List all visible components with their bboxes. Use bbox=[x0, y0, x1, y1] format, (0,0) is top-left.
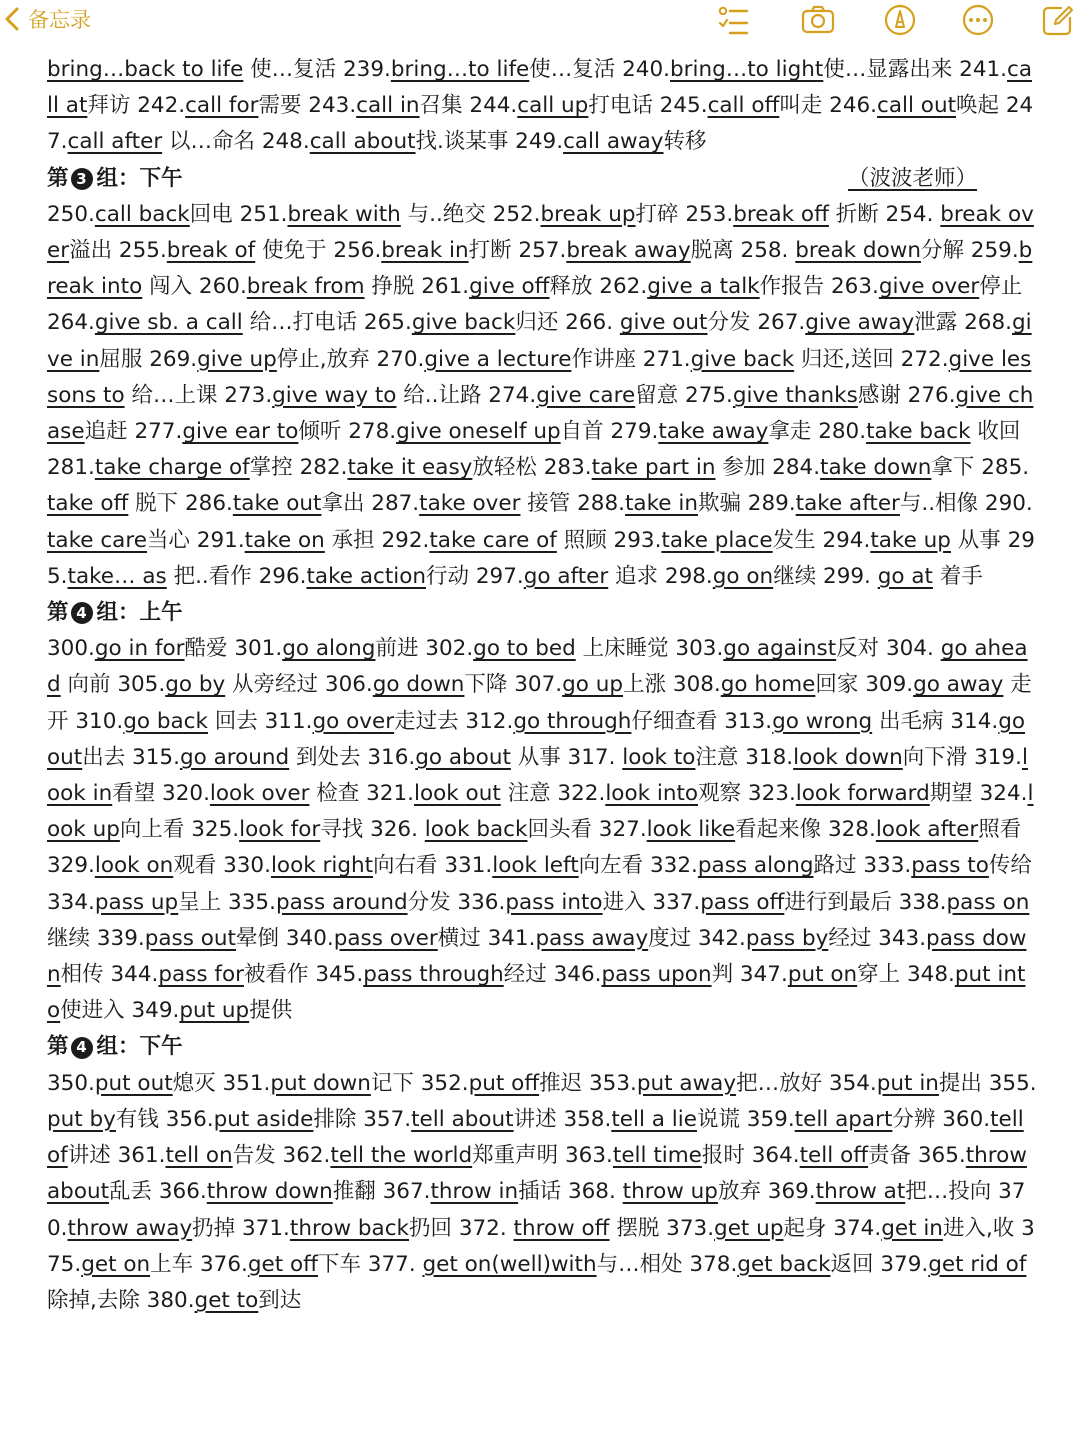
phrase-text: look into bbox=[605, 781, 699, 807]
phrase-text: give a lecture bbox=[424, 346, 572, 372]
phrase-text: pass by bbox=[745, 925, 829, 951]
phrase-text: take in bbox=[625, 491, 698, 517]
note-body[interactable] bbox=[47, 52, 1037, 1319]
phrase-text: give away bbox=[805, 310, 915, 336]
phrase-text: call about bbox=[309, 129, 416, 155]
camera-icon bbox=[801, 3, 835, 37]
phrase-text: look like bbox=[646, 817, 736, 843]
phrase-text: throw down bbox=[206, 1179, 333, 1205]
phrase-text: look left bbox=[492, 853, 579, 879]
phrase-text: call away bbox=[563, 129, 664, 155]
phrase-text: take care of bbox=[429, 527, 557, 553]
phrase-text: look back bbox=[424, 817, 528, 843]
phrase-text: break away bbox=[566, 238, 691, 264]
phrase-text: break into bbox=[47, 238, 1033, 300]
phrase-text: bring…to life bbox=[390, 57, 530, 82]
more-button[interactable] bbox=[960, 2, 996, 38]
phrase-text: go out bbox=[47, 708, 1026, 770]
phrase-text: give chase bbox=[47, 382, 1034, 445]
phrase-text: get to bbox=[194, 1287, 259, 1313]
phrase-text: bring…back to life bbox=[47, 57, 244, 82]
phrase-text: go in for bbox=[94, 636, 185, 662]
phrase-text: go by bbox=[165, 672, 226, 698]
phrase-text: look out bbox=[413, 781, 501, 807]
phrase-text: call at bbox=[47, 57, 1033, 119]
phrase-text: look over bbox=[209, 781, 310, 807]
phrase-text: take out bbox=[232, 491, 322, 517]
phrase-text: break off bbox=[733, 201, 829, 227]
phrase-text: put in bbox=[876, 1070, 939, 1096]
phrase-text: go about bbox=[415, 744, 511, 770]
phrase-text: take action bbox=[306, 563, 426, 589]
phrase-text: pass off bbox=[700, 889, 785, 915]
note-paragraph-4: 350.put out熄灭 351.put down记下 352.put off推迟 353.put away把…放好 354.put in提出 355.put by有钱 356.put aside排除 357.tell about讲述 358.tell a lie说谎 359.tell apart分辨 360.tell of讲述 361.tell on告发 362.tell the world郑重声明 363.tell time报时 364.tell off责备 365.throw about乱丢 366.throw down推翻 367.throw in插话 368. throw up放弃 369.throw at把…投向 370.throw away扔掉 371.throw back扔回 372. throw off 摆脱 373.get up起身 374.get in进入,收 375.get on上车 376.get off下车 377. get on(well)with与…相处 378.get back返回 379.get rid of除掉,去除 380.get to到达 bbox=[47, 1070, 1037, 1313]
phrase-text: go ahead bbox=[47, 636, 1028, 698]
phrase-text: call in bbox=[356, 93, 420, 119]
phrase-text: call back bbox=[94, 201, 190, 227]
phrase-text: pass around bbox=[275, 889, 408, 915]
heading-suffix: 组：下午 bbox=[96, 1034, 183, 1060]
phrase-text: give in bbox=[47, 310, 1032, 372]
phrase-text: break over bbox=[47, 201, 1034, 264]
phrase-text: tell about bbox=[411, 1106, 514, 1132]
phrase-text: call for bbox=[185, 93, 259, 119]
author-credit-text: （波波老师） bbox=[847, 165, 977, 191]
phrase-text: go to bed bbox=[473, 636, 576, 662]
phrase-text: tell off bbox=[799, 1143, 869, 1169]
phrase-text: throw back bbox=[289, 1215, 409, 1241]
phrase-text: get rid of bbox=[928, 1251, 1027, 1277]
phrase-text: take on bbox=[244, 527, 325, 553]
phrase-text: go against bbox=[723, 636, 837, 662]
phrase-text: go over bbox=[312, 708, 395, 734]
phrase-text: take care bbox=[47, 527, 147, 553]
phrase-text: throw up bbox=[622, 1179, 718, 1205]
phrase-text: give back bbox=[690, 346, 795, 372]
phrase-text: give a talk bbox=[647, 274, 760, 300]
phrase-text: go at bbox=[877, 563, 933, 589]
phrase-text: take down bbox=[820, 455, 932, 481]
phrase-text: get on(well)with bbox=[422, 1251, 597, 1277]
heading-prefix: 第 bbox=[47, 1034, 69, 1060]
phrase-text: look to bbox=[622, 744, 696, 770]
phrase-text: get on bbox=[81, 1251, 151, 1277]
phrase-text: throw about bbox=[47, 1143, 1027, 1205]
phrase-text: put off bbox=[468, 1070, 540, 1096]
note-paragraph-1: bring…back to life 使…复活 239.bring…to life使…复活 240.bring…to light使…显露出来 241.call at拜访 242.call for需要 243.call in召集 244.call up打电话 245.call off叫走 246.call out唤起 247.call after 以…命名 248.call about找.谈某事 249.call away转移 bbox=[47, 57, 1034, 155]
phrase-text: take after bbox=[795, 491, 900, 517]
phrase-text: go wrong bbox=[772, 708, 873, 734]
phrase-text: take away bbox=[658, 419, 769, 445]
checklist-icon bbox=[717, 3, 751, 37]
phrase-text: pass along bbox=[697, 853, 814, 879]
phrase-text: break from bbox=[246, 274, 365, 300]
phrase-text: take charge of bbox=[94, 455, 250, 481]
phrase-text: go around bbox=[179, 744, 290, 770]
phrase-text: go down bbox=[372, 672, 465, 698]
phrase-text: go back bbox=[123, 708, 208, 734]
phrase-text: take place bbox=[661, 527, 773, 553]
phrase-text: get off bbox=[247, 1251, 318, 1277]
phrase-text: give ear to bbox=[182, 419, 299, 445]
markup-pen-icon bbox=[883, 3, 917, 37]
heading-number-badge: 3 bbox=[71, 168, 93, 190]
phrase-text: look for bbox=[239, 817, 321, 843]
phrase-text: pass away bbox=[535, 925, 649, 951]
phrase-text: look right bbox=[270, 853, 374, 879]
phrase-text: pass for bbox=[158, 962, 244, 988]
back-label: 备忘录 bbox=[28, 8, 91, 32]
phrase-text: give way to bbox=[272, 382, 397, 408]
phrase-text: get up bbox=[714, 1215, 784, 1241]
phrase-text: look down bbox=[793, 744, 903, 770]
phrase-text: look after bbox=[875, 817, 979, 843]
phrase-text: pass up bbox=[94, 889, 179, 915]
phrase-text: tell apart bbox=[794, 1106, 893, 1132]
heading-prefix: 第 bbox=[47, 165, 69, 191]
phrase-text: go along bbox=[282, 636, 376, 662]
phrase-text: pass upon bbox=[601, 962, 712, 988]
checklist-button[interactable] bbox=[716, 2, 752, 38]
phrase-text: put on bbox=[787, 962, 858, 988]
phrase-text: give over bbox=[878, 274, 980, 300]
phrase-text: go on bbox=[712, 563, 774, 589]
heading-number-badge: 4 bbox=[71, 602, 93, 624]
phrase-text: break of bbox=[166, 238, 256, 264]
phrase-text: take over bbox=[419, 491, 521, 517]
phrase-text: put down bbox=[270, 1070, 371, 1096]
chevron-left-icon bbox=[2, 6, 24, 32]
phrase-text: go away bbox=[913, 672, 1004, 698]
phrase-text: get in bbox=[881, 1215, 943, 1241]
phrase-text: put into bbox=[47, 962, 1026, 1024]
phrase-text: give sb. a call bbox=[94, 310, 243, 336]
phrase-text: put by bbox=[47, 1106, 116, 1132]
phrase-text: tell time bbox=[612, 1143, 702, 1169]
heading-prefix: 第 bbox=[47, 600, 69, 626]
heading-suffix: 组：上午 bbox=[96, 600, 183, 626]
note-paragraph-3: 300.go in for酷爱 301.go along前进 302.go to bed 上床睡觉 303.go against反对 304. go ahead 向前 305.go by 从旁经过 306.go down下降 307.go up上涨 308.go home回家 309.go away 走开 310.go back 回去 311.go over走过去 312.go through仔细查看 313.go wrong 出毛病 314.go out出去 315.go around 到处去 316.go about 从事 317. look to注意 318.look down向下滑 319.look in看望 320.look over 检查 321.look out 注意 322.look into观察 323.look forward期望 324.look up向上看 325.look for寻找 326. look back回头看 327.look like看起来像 328.look after照看 329.look on观看 330.look right向右看 331.look left向左看 332.pass along路过 333.pass to传给 334.pass up呈上 335.pass around分发 336.pass into进入 337.pass off进行到最后 338.pass on继续 339.pass out晕倒 340.pass over横过 341.pass away度过 342.pass by经过 343.pass down相传 344.pass for被看作 345.pass through经过 346.pass upon判 347.put on穿上 348.put into使进入 349.put up提供 bbox=[47, 636, 1034, 1024]
phrase-text: pass out bbox=[144, 925, 236, 951]
phrase-text: go up bbox=[562, 672, 624, 698]
phrase-text: take off bbox=[47, 491, 129, 517]
phrase-text: throw away bbox=[67, 1215, 193, 1241]
phrase-text: get back bbox=[737, 1251, 831, 1277]
phrase-text: give thanks bbox=[732, 382, 858, 408]
camera-button[interactable] bbox=[800, 2, 836, 38]
compose-button[interactable] bbox=[1040, 2, 1076, 38]
more-icon bbox=[961, 3, 995, 37]
phrase-text: give out bbox=[619, 310, 708, 336]
note-paragraph-2: 250.call back回电 251.break with 与..绝交 252.break up打碎 253.break off 折断 254. break over溢出 255.break of 使免于 256.break in打断 257.break away脱离 258. break down分解 259.break into 闯入 260.break from 挣脱 261.give off释放 262.give a talk作报告 263.give over停止 264.give sb. a call 给…打电话 265.give back归还 266. give out分发 267.give away泄露 268.give in屈服 269.give up停止,放弃 270.give a lecture作讲座 271.give back 归还,送回 272.give lessons to 给…上课 273.give way to 给..让路 274.give care留意 275.give thanks感谢 276.give chase追赶 277.give ear to倾听 278.give oneself up自首 279.take away拿走 280.take back 收回 281.take charge of掌控 282.take it easy放轻松 283.take part in 参加 284.take down拿下 285.take off 脱下 286.take out拿出 287.take over 接管 288.take in欺骗 289.take after与..相像 290. take care当心 291.take on 承担 292.take care of 照顾 293.take place发生 294.take up 从事 295.take… as 把..看作 296.take action行动 297.go after 追求 298.go on继续 299. go at 着手 bbox=[47, 201, 1035, 589]
phrase-text: look up bbox=[47, 781, 1034, 843]
phrase-text: go home bbox=[720, 672, 816, 698]
markup-button[interactable] bbox=[882, 2, 918, 38]
phrase-text: put up bbox=[179, 998, 250, 1024]
phrase-text: take it easy bbox=[347, 455, 473, 481]
phrase-text: take part in bbox=[591, 455, 716, 481]
phrase-text: give off bbox=[469, 274, 550, 300]
phrase-text: look in bbox=[47, 744, 1028, 807]
notes-toolbar bbox=[0, 0, 1080, 50]
phrase-text: go after bbox=[523, 563, 609, 589]
phrase-text: pass on bbox=[946, 889, 1030, 915]
heading-number-badge: 4 bbox=[71, 1037, 93, 1059]
phrase-text: break in bbox=[381, 238, 469, 264]
phrase-text: take back bbox=[866, 419, 971, 445]
section-heading-3-afternoon bbox=[47, 161, 1037, 197]
compose-icon bbox=[1041, 3, 1075, 37]
phrase-text: pass into bbox=[505, 889, 603, 915]
phrase-text: tell a lie bbox=[611, 1106, 697, 1132]
phrase-text: break up bbox=[540, 201, 636, 227]
phrase-text: pass down bbox=[47, 925, 1027, 988]
phrase-text: throw in bbox=[430, 1179, 519, 1205]
author-credit bbox=[848, 161, 977, 197]
phrase-text: give lessons to bbox=[47, 346, 1032, 408]
phrase-text: give care bbox=[536, 382, 636, 408]
phrase-text: call after bbox=[67, 129, 163, 155]
phrase-text: give oneself up bbox=[396, 419, 561, 445]
phrase-text: tell the world bbox=[330, 1143, 473, 1169]
phrase-text: bring…to light bbox=[670, 57, 824, 82]
phrase-text: take up bbox=[870, 527, 951, 553]
phrase-text: give back bbox=[411, 310, 516, 336]
phrase-text: call out bbox=[877, 93, 957, 119]
phrase-text: take… as bbox=[67, 563, 167, 589]
phrase-text: put out bbox=[94, 1070, 173, 1096]
phrase-text: pass over bbox=[333, 925, 438, 951]
phrase-text: break down bbox=[795, 238, 921, 264]
section-heading-4-afternoon bbox=[47, 1029, 1037, 1065]
phrase-text: break with bbox=[287, 201, 401, 227]
phrase-text: tell on bbox=[165, 1143, 233, 1169]
phrase-text: look on bbox=[94, 853, 174, 879]
phrase-text: give up bbox=[197, 346, 277, 372]
section-heading-4-morning bbox=[47, 595, 1037, 631]
phrase-text: throw at bbox=[815, 1179, 906, 1205]
phrase-text: tell of bbox=[47, 1106, 1024, 1169]
phrase-text: call off bbox=[707, 93, 780, 119]
back-button[interactable] bbox=[2, 4, 91, 34]
phrase-text: pass through bbox=[363, 962, 504, 988]
phrase-text: put away bbox=[636, 1070, 737, 1096]
phrase-text: call up bbox=[517, 93, 589, 119]
heading-suffix: 组：下午 bbox=[96, 165, 183, 191]
phrase-text: put aside bbox=[213, 1106, 314, 1132]
phrase-text: pass to bbox=[911, 853, 989, 879]
phrase-text: go through bbox=[513, 708, 632, 734]
phrase-text: look forward bbox=[795, 781, 930, 807]
phrase-text: throw off bbox=[513, 1215, 610, 1241]
